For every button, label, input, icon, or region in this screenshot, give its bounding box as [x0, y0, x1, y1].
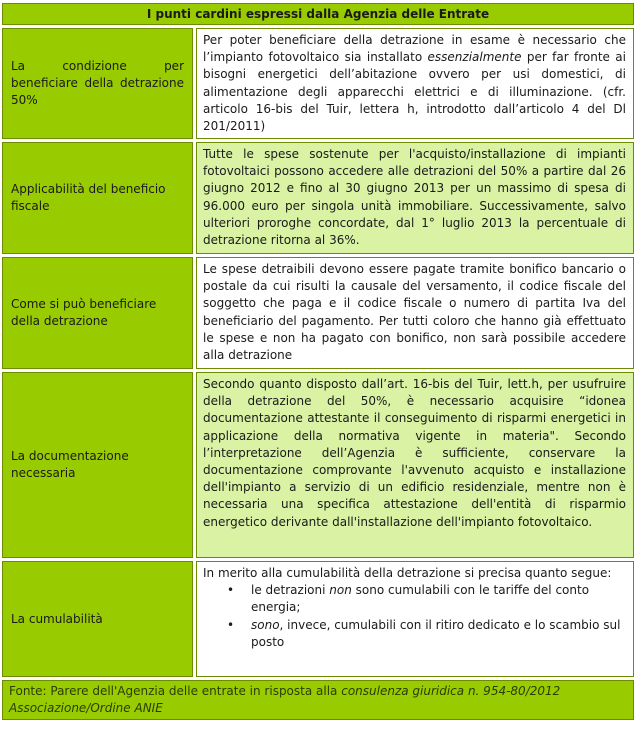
row-content: Secondo quanto disposto dall’art. 16-bis del Tuir, lett.h, per usufruire della detrazione del 50%, è necessario acquisire “idonea documentazione attestante il conseguimento di risparmi energetici in applicazione della normativa vigente in materia". Secondo l’interpretazione dell’Agenzia è sufficiente, conservare la documentazione comprovante l'avvenuto acquisto e installazione dell'impianto a servizio di un edificio residenziale, mentre non è necessaria una specifica attestazione dell'entità di risparmio energetico derivante dall'installazione dell'impianto fotovoltaico. [196, 372, 634, 558]
summary-table [2, 3, 634, 720]
italic-segment: non [329, 583, 352, 598]
row-label: La cumulabilità [2, 561, 193, 677]
row-content [196, 28, 634, 139]
row-label: La condizione per beneficiare della detrazione 50% [2, 28, 193, 139]
row-label: Come si può beneficiare della detrazione [2, 257, 193, 369]
text-segment: Fonte: Parere dell'Agenzia delle entrate in risposta alla [9, 684, 342, 698]
source-footer [2, 680, 634, 720]
text-segment: per far fronte ai bisogni energetici dell’abitazione ovvero per usi domestici, di alimentazione degli apparecchi elettrici e di illuminazione. (cfr. articolo 16-bis del Tuir, lettera h, introdotto dall’articolo 4 del Dl 201/2011) [203, 50, 626, 134]
row-content: Tutte le spese sostenute per l'acquisto/installazione di impianti fotovoltaici possono accedere alle detrazioni del 50% a partire dal 26 giugno 2012 e fino al 30 giugno 2013 per un massimo di spesa di 96.000 euro per singola unità immobiliare. Successivamente, salvo ulteriori proroghe concordate, dal 1° luglio 2013 la percentuale di detrazione ritorna al 36%. [196, 142, 634, 254]
list-item [203, 582, 626, 616]
bullet-list [203, 582, 626, 651]
text-segment: le detrazioni [251, 583, 330, 598]
text-segment: sono cumulabili con le tariffe del conto energia; [251, 583, 590, 615]
table-row [2, 28, 634, 139]
list-item [203, 617, 626, 651]
row-content: Le spese detraibili devono essere pagate tramite bonifico bancario o postale da cui risulti la causale del versamento, il codice fiscale del soggetto che paga e il codice fiscale o numero di partita Iva del beneficiario del pagamento. Per tutti coloro che hanno già effettuato le spese e non ha pagato con bonifico, non sarà possibile accedere alla detrazione [196, 257, 634, 369]
table-row [2, 561, 634, 677]
table-row [2, 372, 634, 558]
row-label: Applicabilità del beneficio fiscale [2, 142, 193, 254]
table-title: I punti cardini espressi dalla Agenzia delle Entrate [2, 3, 634, 25]
row-label: La documentazione necessaria [2, 372, 193, 558]
row-content [196, 561, 634, 677]
table-row [2, 257, 634, 369]
italic-segment: essenzialmente [427, 50, 522, 65]
table-row [2, 142, 634, 254]
italic-segment: consulenza giuridica n. 954-80/2012 Associazione/Ordine ANIE [9, 684, 561, 715]
intro-text: In merito alla cumulabilità della detrazione si precisa quanto segue: [203, 566, 612, 580]
text-segment: Per poter beneficiare della detrazione in esame è necessario che l’impianto fotovoltaico sia installato [203, 33, 626, 65]
text-segment: , invece, cumulabili con il ritiro dedicato e lo scambio sul posto [251, 617, 621, 649]
italic-segment: sono [251, 617, 280, 632]
